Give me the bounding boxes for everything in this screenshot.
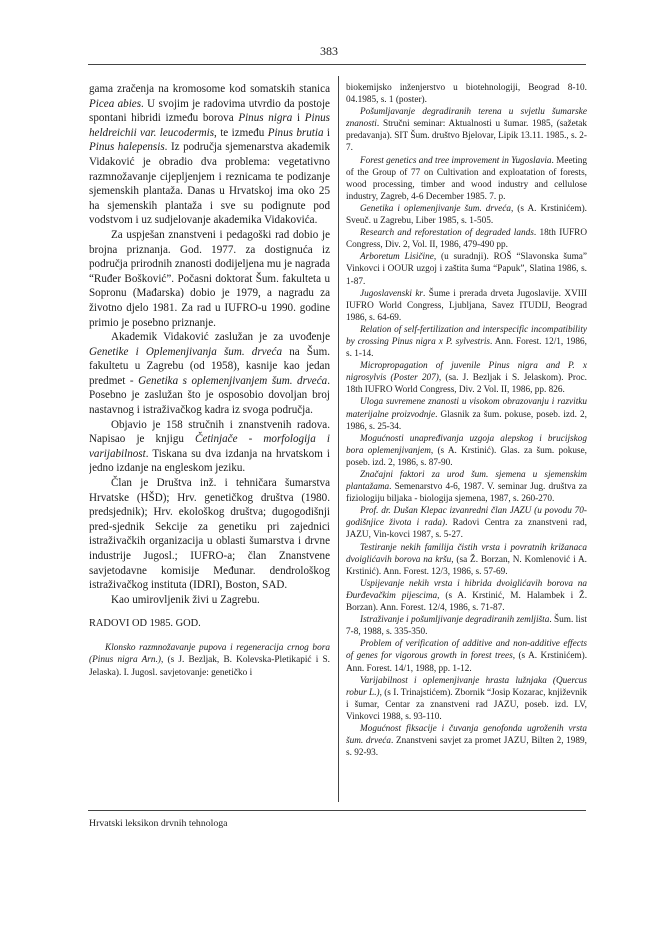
biography-paragraph: gama zračenja na kromosome kod somatskih stanica Picea abies. U svojim je radovima utvrdio da postoje spontani hibridi između borova Pinus nigra i Pinus heldreichii var. leucodermis, te između Pinus brutia i Pinus halepensis. Iz područja sjemenarstva akademik Vidaković je obradio dva problema: vegetativno razmnožavanje cijepljenjem i reznicama te podizanje sjemenskih plantaža. Danas u Hrvatskoj ima oko 25 ha sjemenskih plantaža i sve su podignute pod vodstvom i uz sudjelovanje akademika Vidakovića. [89,83,330,227]
reference-entry: Micropropagation of juvenile Pinus nigra and P. x nigrosylvis (Poster 207), (sa. J. Bezljak i S. Jelaskom). Proc. 18th IUFRO World Congress, Div. 2 Vol. II, 1986, pp. 826. [346,361,587,396]
left-column [89,82,330,802]
biography-paragraph: Za uspješan znanstveni i pedagoški rad dobio je brojna priznanja. God. 1977. za dostignuća iz područja prirodnih znanosti dodijeljena mu je nagrada “Ruđer Bošković”. Počasni doktorat Šum. fakulteta u Sopronu (Mađarska) dobio je 1979, a nagradu za životno djelo 1981. Za rad u IUFRO-u 1990. godine primio je posebno priznanje. [89,228,330,329]
reference-list [346,82,587,759]
reference-entry: Genetika i oplemenjivanje šum. drveća, (s A. Krstinićem). Sveuč. u Zagrebu, Liber 1985, s. 1-505. [346,203,587,227]
reference-entry: Relation of self-fertilization and interspecific incompatibility by crossing Pinus nigra x P. sylvestris. Ann. Forest. 12/1, 1986, s. 1-14. [346,324,587,360]
reference-entry: Problem of verification of additive and non-additive effects of genes for vigorous growth in forest trees, (s A. Krstinićem). Ann. Forest. 14/1, 1988, pp. 1-12. [346,639,587,674]
biography-text [89,82,330,607]
header-rule [88,64,586,65]
reference-entry: Testiranje nekih familija čistih vrsta i povratnih križanaca dvoiglićavih borova na kršu, (sa Ž. Borzan, N. Komlenović i A. Krstinić). Ann. Forest. 12/3, 1986, s. 57-69. [346,542,587,577]
reference-entry: Prof. dr. Dušan Klepac izvanredni član JAZU (u povodu 70-godišnjice života i rada). Radovi Centra za znanstveni rad, JAZU, Vin-kovci 1987, s. 5-27. [346,506,587,541]
section-title: RADOVI OD 1985. GOD. [89,618,201,630]
reference-entry: Uspijevanje nekih vrsta i hibrida dvoiglićavih borova na Đurđevačkim pijescima, (s A. Krstinić, M. Halambek i Ž. Borzan). Ann. Forest. 12/4, 1986, s. 71-87. [346,578,587,614]
reference-entry: Varijabilnost i oplemenjivanje hrasta lužnjaka (Quercus robur L.), (s I. Trinajstićem). Zbornik “Josip Kozarac, književnik i šumar, Centar za znanstveni rad JAZU, poseb. izd. LV, Vinkovci 1988, s. 93-110. [346,675,587,722]
reference-entry: Uloga suvremene znanosti u visokom obrazovanju i razvitku materijalne proizvodnje. Glasnik za šum. pokuse, poseb. izd. 2, 1986, s. 25-34. [346,397,587,432]
reference-entry: Arboretum Lisičine, (u suradnji). ROŠ “Slavonska šuma” Vinkovci i OOUR uzgoj i zaštita šuma “Papuk”, Slatina 1986, s. 1-87. [346,252,587,287]
page-footer: Hrvatski leksikon drvnih tehnologa [89,818,228,829]
biography-paragraph: Akademik Vidaković zaslužan je za uvođenje Genetike i Oplemenjivanja šum. drveća na Šum. fakultetu u Zagrebu (od 1958), kasnije kao jedan predmet - Genetika s oplemenjivanjem šum. drveća. Posebno je zaslužan što je osposobio dovoljan broj nastavnog i istraživačkog kadra iz svoga područja. [89,331,330,417]
reference-entry: Pošumljavanje degradiranih terena u svjetlu šumarske znanosti. Stručni seminar: Aktualnosti u šumar. 1985, (sažetak predavanja). SIT Šum. društvo Bjelovar, Lipik 13.11. 1985., s. 2-7. [346,107,587,154]
footer-rule [88,810,586,811]
reference-entry: Istraživanje i pošumljivanje degradiranih zemljišta. Šum. list 7-8, 1988, s. 335-350. [346,615,587,638]
biography-paragraph: Objavio je 158 stručnih i znanstvenih radova. Napisao je knjigu Četinjače - morfologija i varijabilnost. Tiskana su dva izdanja na hrvatskom i jedno izdanje na engleskom jeziku. [89,418,330,475]
column-divider [338,76,339,802]
reference-entry: Forest genetics and tree improvement in Yugoslavia. Meeting of the Group of 77 on Cultivation and exploatation of forests, wood processing, timber and wood industry and cellulose industry, Zagreb, 4-6 December 1985. 7. p. [346,155,587,202]
page-number: 383 [320,44,338,58]
biography-paragraph: Član je Društva inž. i tehničara šumarstva Hrvatske (HŠD); Hrv. genetičkog društva (1980. predsjednik); Hrv. ekološkog društva; dugogodišnji pred-sjednik Sekcije za genetiku pri zajednici istraživačkih organizacija u oblasti šumarstva i drvne industrije Jugosl.; IUFRO-a; član Znanstvene savjetodavne komisije Međunar. dendrološkog istraživačkog instituta (IDRI), Boston, SAD. [89,477,330,592]
biography-paragraph: Kao umirovljenik živi u Zagrebu. [111,593,260,606]
reference-entry: Research and reforestation of degraded lands. 18th IUFRO Congress, Div. 2, Vol. II, 1986, 479-490 pp. [346,228,587,251]
reference-entry: Jugoslavenski kr. Šume i prerada drveta Jugoslavije. XVIII IUFRO World Congress, Ljubljana, Savez ITUDIJ, Beograd 1986, s. 64-69. [346,288,587,323]
reference-entry: biokemijsko inženjerstvo u biotehnologiji, Beograd 8-10. 04.1985, s. 1 (poster). [346,83,587,106]
reference-entry: Klonsko razmnožavanje pupova i regeneracija crnog bora (Pinus nigra Arn.), (s J. Bezljak, B. Kolevska-Pletikapić i S. Jelaska). I. Jugosl. savjetovanje: genetičko i [89,642,330,678]
reference-entry: Mogućnosti unapređivanja uzgoja alepskog i brucijskog bora oplemenjivanjem, (s A. Krstinić). Glas. za šum. pokuse, poseb. izd. 2, 1986, s. 87-90. [346,433,587,468]
right-column [346,82,587,804]
reference-entry: Značajni faktori za urod šum. sjemena u sjemenskim plantažama. Semenarstvo 4-6, 1987. V. seminar Jug. društva za fiziologiju biljaka - biologija sjemena, 1987, s. 260-270. [346,470,587,505]
reference-entry: Mogućnost fiksacije i čuvanja genofonda ugroženih vrsta šum. drveća. Znanstveni savjet za promet JAZU, Bilten 2, 1989, s. 92-93. [346,723,587,759]
